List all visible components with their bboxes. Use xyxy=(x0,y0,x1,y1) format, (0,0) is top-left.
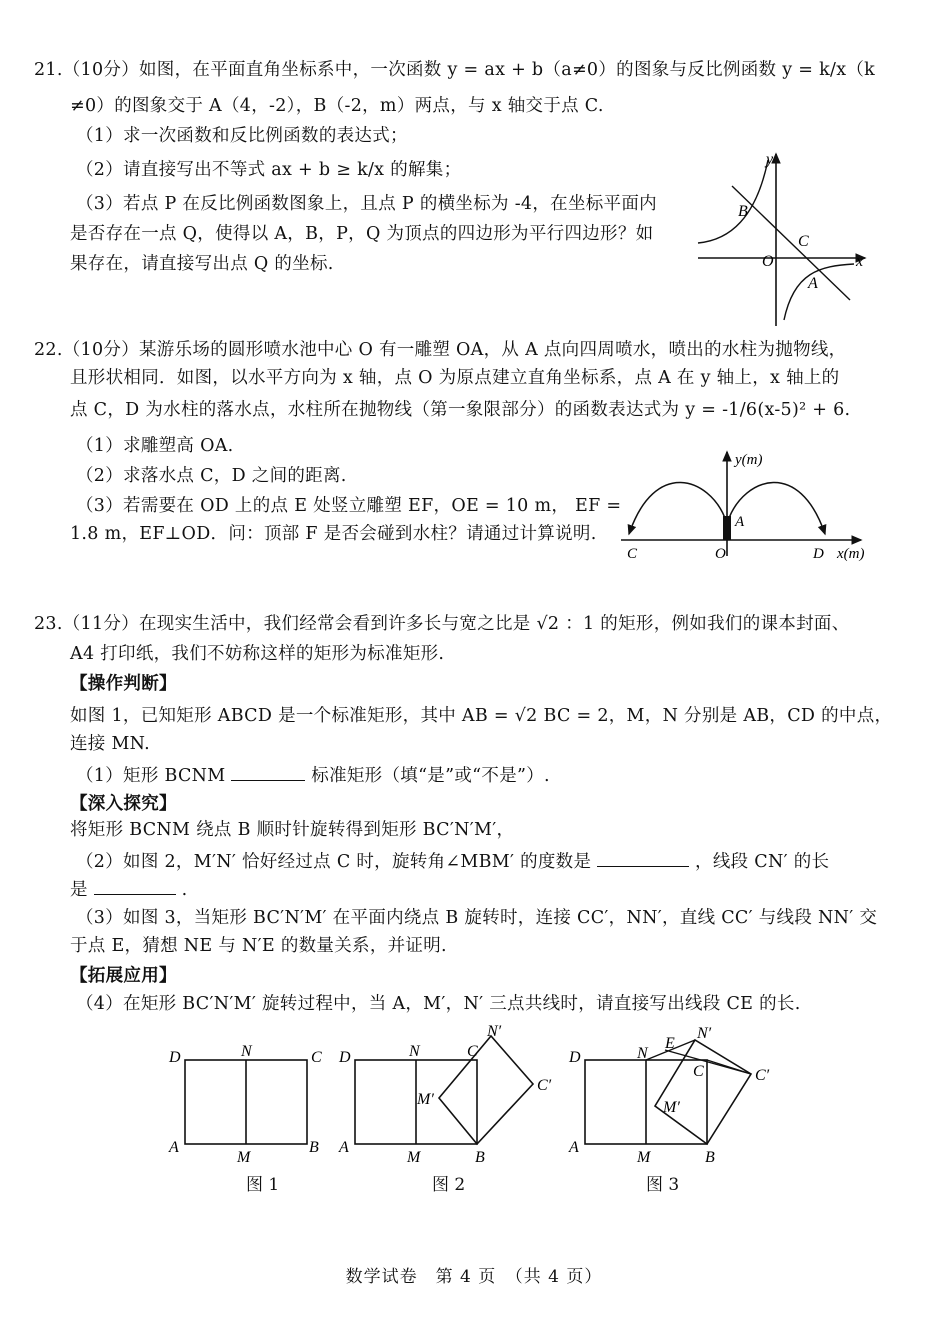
q22-line-1: 22.（10分）某游乐场的圆形喷水池中心 O 有一雕塑 OA，从 A 点向四周喷水，喷出的水柱为抛物线， xyxy=(34,340,847,360)
fig1-label-A: A xyxy=(169,1139,179,1156)
q22-line-3: 点 C，D 为水柱的落水点，水柱所在抛物线（第一象限部分）的函数表达式为 y = -1/6(x-5)² + 6. xyxy=(70,400,851,420)
q23-part-1-text-a: （1）矩形 BCNM xyxy=(76,766,226,786)
q22-label-y: y(m) xyxy=(735,452,763,468)
q22-label-C: C xyxy=(627,546,638,562)
q23-part-2-text-c: 是 xyxy=(70,880,88,900)
fig2-rotated-rect xyxy=(439,1036,533,1144)
q21-line-1: 21.（10分）如图，在平面直角坐标系中，一次函数 y = ax + b（a≠0）的图象与反比例函数 y = k/x（k xyxy=(34,60,876,80)
q21-label-y: y xyxy=(766,151,774,168)
fig1-caption: 图 1 xyxy=(246,1175,280,1195)
fig3-label-C-prime: C′ xyxy=(755,1067,770,1084)
q21-graph-figure xyxy=(690,148,880,328)
fig2-label-M-prime: M′ xyxy=(417,1091,434,1108)
fig2-label-M: M xyxy=(407,1149,421,1166)
q22-part-3: （3）若需要在 OD 上的点 E 处竖立雕塑 EF，OE = 10 m， EF = xyxy=(76,496,622,516)
q23-part-1 xyxy=(76,762,550,788)
fig3-segment-cc-prime xyxy=(707,1060,751,1074)
q21-label-C: C xyxy=(798,233,809,250)
q23-part-3: （3）如图 3，当矩形 BC′N′M′ 在平面内绕点 B 旋转时，连接 CC′，NN′，直线 CC′ 与线段 NN′ 交 xyxy=(76,908,878,928)
q23-figure-3 xyxy=(565,1022,790,1170)
q21-label-B: B xyxy=(738,203,748,220)
fig2-label-A: A xyxy=(339,1139,349,1156)
q21-label-A: A xyxy=(808,275,818,292)
fig3-label-E: E xyxy=(665,1035,675,1052)
fig3-label-C: C xyxy=(693,1063,704,1080)
q22-label-x: x(m) xyxy=(837,546,865,562)
q22-part-1: （1）求雕塑高 OA. xyxy=(76,436,234,456)
fig3-label-N: N xyxy=(637,1045,648,1062)
q21-line-2: ≠0）的图象交于 A（4，-2），B（-2，m）两点，与 x 轴交于点 C. xyxy=(70,96,604,116)
q21-label-O: O xyxy=(762,253,774,270)
q23-part-2 xyxy=(76,848,829,874)
q21-hyperbola-branch-4 xyxy=(784,264,854,320)
fig1-label-N: N xyxy=(241,1043,252,1060)
q23-line-2: A4 打印纸，我们不妨称这样的矩形为标准矩形. xyxy=(70,644,445,664)
q21-label-x: x xyxy=(856,253,864,270)
q23-figure-1 xyxy=(165,1040,335,1170)
fig2-label-N: N xyxy=(409,1043,420,1060)
q23-part-2-text-d: . xyxy=(181,880,188,900)
q21-part-3: （3）若点 P 在反比例函数图象上，且点 P 的横坐标为 -4，在坐标平面内 xyxy=(76,194,657,214)
fig3-caption: 图 3 xyxy=(646,1175,680,1195)
q23-part-2-blank-length[interactable] xyxy=(94,876,176,895)
fig2-label-C-prime: C′ xyxy=(537,1077,552,1094)
fig2-label-D: D xyxy=(339,1049,351,1066)
fig1-label-M: M xyxy=(237,1149,251,1166)
q23-line-9: 将矩形 BCNM 绕点 B 顺时针旋转得到矩形 BC′N′M′， xyxy=(70,820,515,840)
q23-part-3-cont: 于点 E，猜想 NE 与 N′E 的数量关系，并证明. xyxy=(70,936,447,956)
fig2-caption: 图 2 xyxy=(432,1175,466,1195)
q22-label-A: A xyxy=(735,514,745,530)
q23-heading-extend: 【拓展应用】 xyxy=(70,966,177,986)
fig3-label-D: D xyxy=(569,1049,581,1066)
q22-sculpture xyxy=(723,516,731,540)
fig2-label-C: C xyxy=(467,1043,478,1060)
q23-line-5: 连接 MN. xyxy=(70,734,151,754)
q23-part-1-text-b: 标准矩形（填“是”或“不是”）. xyxy=(311,766,550,786)
fig2-label-N-prime: N′ xyxy=(487,1023,502,1040)
fig3-label-B: B xyxy=(705,1149,715,1166)
q23-part-1-blank[interactable] xyxy=(231,762,305,781)
q23-part-4: （4）在矩形 BC′N′M′ 旋转过程中，当 A，M′，N′ 三点共线时，请直接写出线段 CE 的长. xyxy=(76,994,801,1014)
fig1-label-C: C xyxy=(311,1049,322,1066)
q22-fountain-figure xyxy=(615,448,885,564)
q22-part-2: （2）求落水点 C，D 之间的距离. xyxy=(76,466,347,486)
q23-line-1: 23.（11分）在现实生活中，我们经常会看到许多长与宽之比是 √2 ：1 的矩形，例如我们的课本封面、 xyxy=(34,614,850,634)
q23-part-2-text-a: （2）如图 2，M′N′ 恰好经过点 C 时，旋转角∠MBM′ 的度数是 xyxy=(76,852,592,872)
q21-part-2: （2）请直接写出不等式 ax + b ≥ k/x 的解集； xyxy=(76,160,462,180)
q22-label-O: O xyxy=(715,546,726,562)
q23-part-2-blank-angle[interactable] xyxy=(597,848,689,867)
q23-part-2-cont xyxy=(70,876,187,902)
q23-heading-operate: 【操作判断】 xyxy=(70,674,177,694)
q21-line xyxy=(732,186,850,300)
fig1-label-B: B xyxy=(309,1139,319,1156)
fig3-label-A: A xyxy=(569,1139,579,1156)
q21-part-1: （1）求一次函数和反比例函数的表达式； xyxy=(76,126,408,146)
fig3-rotated-rect xyxy=(655,1040,751,1144)
fig3-label-M-prime: M′ xyxy=(663,1099,680,1116)
fig1-label-D: D xyxy=(169,1049,181,1066)
q21-hyperbola-branch-2 xyxy=(698,160,768,243)
q22-line-2: 且形状相同．如图，以水平方向为 x 轴，点 O 为原点建立直角坐标系，点 A 在 y 轴上，x 轴上的 xyxy=(70,368,840,388)
fig3-label-N-prime: N′ xyxy=(697,1025,712,1042)
fig2-label-B: B xyxy=(475,1149,485,1166)
q22-part-3-cont: 1.8 m，EF⊥OD．问：顶部 F 是否会碰到水柱？请通过计算说明. xyxy=(70,524,597,544)
q23-part-2-text-b: ，线段 CN′ 的长 xyxy=(695,852,830,872)
q23-heading-explore: 【深入探究】 xyxy=(70,794,177,814)
q23-line-4: 如图 1，已知矩形 ABCD 是一个标准矩形，其中 AB = √2 BC = 2，M，N 分别是 AB，CD 的中点， xyxy=(70,706,893,726)
fig3-label-M: M xyxy=(637,1149,651,1166)
q21-part-3-cont-1: 是否存在一点 Q，使得以 A，B，P，Q 为顶点的四边形为平行四边形？如 xyxy=(70,224,654,244)
page-footer: 数学试卷 第 4 页 （共 4 页） xyxy=(345,1267,603,1287)
q23-figure-2 xyxy=(335,1022,565,1170)
q22-parabola-left xyxy=(629,482,725,534)
q22-label-D: D xyxy=(813,546,824,562)
q21-part-3-cont-2: 果存在，请直接写出点 Q 的坐标. xyxy=(70,254,334,274)
